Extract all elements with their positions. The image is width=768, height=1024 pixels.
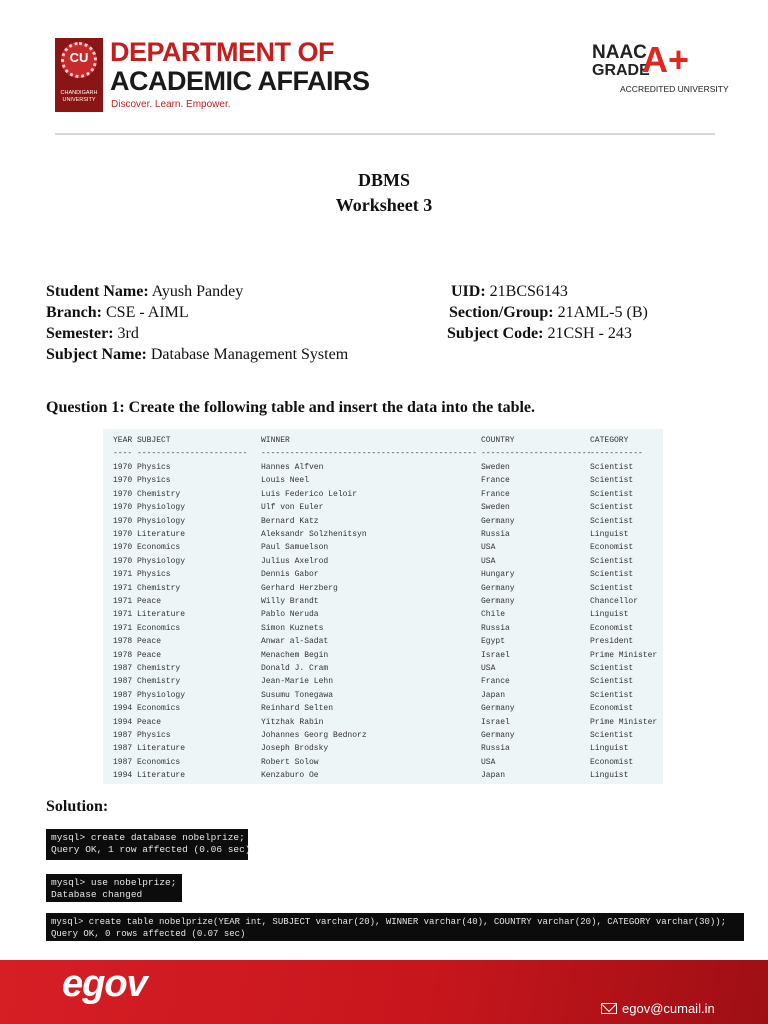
category-cell: Economist	[590, 623, 634, 633]
country-cell: Sweden	[481, 463, 510, 472]
table-row	[103, 610, 663, 623]
column-header-country: COUNTRY	[481, 436, 515, 445]
terminal-line: Query OK, 1 row affected (0.06 sec)	[51, 844, 251, 855]
winner-cell: Dennis Gabor	[261, 570, 319, 580]
branch-row	[46, 303, 189, 323]
table-row	[103, 637, 663, 650]
winner-cell: Louis Neel	[261, 476, 310, 486]
country-cell: France	[481, 476, 510, 486]
separator-cell: ---- -----------------------	[113, 449, 248, 458]
winner-cell: Paul Samuelson	[261, 543, 329, 553]
category-cell: Scientist	[590, 570, 634, 580]
winner-cell: Simon Kuznets	[261, 623, 324, 633]
worksheet-title: Worksheet 3	[335, 195, 433, 215]
table-row	[103, 691, 663, 704]
country-cell: Russia	[481, 744, 510, 754]
winner-cell: Hannes Alfven	[261, 463, 324, 472]
student-name-row	[46, 282, 243, 302]
nobel-data-table	[103, 429, 663, 784]
semester-label: Semester:	[46, 325, 114, 342]
year-subject-cell: 1978 Peace	[113, 650, 162, 660]
department-title-line1: DEPARTMENT OF	[110, 37, 334, 67]
country-cell: Hungary	[481, 570, 515, 580]
column-header-category: CATEGORY	[590, 436, 629, 445]
table-row	[103, 557, 663, 570]
table-row	[103, 463, 663, 476]
year-subject-cell: 1971 Literature	[113, 610, 186, 620]
table-header-row	[103, 436, 663, 449]
table-row	[103, 530, 663, 543]
winner-cell: Ulf von Euler	[261, 503, 324, 513]
category-cell: Scientist	[590, 664, 634, 673]
student-name-value: Ayush Pandey	[151, 283, 244, 300]
category-cell: Scientist	[590, 556, 634, 566]
year-subject-cell: 1970 Physiology	[113, 516, 186, 526]
category-cell: Scientist	[590, 516, 634, 526]
year-subject-cell: 1970 Literature	[113, 530, 186, 539]
table-row	[103, 704, 663, 717]
winner-cell: Susumu Tonegawa	[261, 690, 334, 700]
year-subject-cell: 1987 Chemistry	[113, 677, 181, 687]
grade-value: A+	[642, 39, 690, 80]
category-cell: Prime Minister	[590, 717, 658, 727]
table-row	[103, 490, 663, 503]
winner-cell: Willy Brandt	[261, 597, 319, 606]
winner-cell: Pablo Neruda	[261, 610, 319, 620]
table-separator-row	[103, 449, 663, 462]
table-row	[103, 624, 663, 637]
category-cell: Economist	[590, 543, 634, 553]
category-cell: Scientist	[590, 677, 634, 687]
year-subject-cell: 1970 Chemistry	[113, 489, 181, 499]
category-cell: Scientist	[590, 731, 634, 740]
winner-cell: Joseph Brodsky	[261, 744, 329, 754]
naac-label: NAAC	[592, 42, 647, 63]
year-subject-cell: 1987 Chemistry	[113, 664, 181, 673]
terminal-line: mysql> create table nobelprize(YEAR int, SUBJECT varchar(20), WINNER varchar(40), COUNTRY varchar(20), CATEGORY varchar(30));	[51, 917, 727, 927]
branch-label: Branch:	[46, 304, 102, 321]
page-header	[0, 0, 768, 140]
subject-code-label: Subject Code:	[447, 325, 544, 342]
country-cell: Japan	[481, 771, 506, 781]
year-subject-cell: 1971 Peace	[113, 597, 162, 606]
winner-cell: Reinhard Selten	[261, 704, 334, 714]
table-row	[103, 503, 663, 516]
uid-label: UID:	[451, 283, 486, 300]
accredited-label: ACCREDITED UNIVERSITY	[620, 84, 729, 94]
year-subject-cell: 1994 Economics	[113, 704, 181, 714]
year-subject-cell: 1987 Physiology	[113, 690, 186, 700]
country-cell: USA	[481, 556, 496, 566]
winner-cell: Yitzhak Rabin	[261, 717, 324, 727]
table-row	[103, 584, 663, 597]
category-cell: Linguist	[590, 610, 629, 620]
winner-cell: Bernard Katz	[261, 516, 319, 526]
country-cell: France	[481, 677, 510, 687]
year-subject-cell: 1970 Physics	[113, 476, 171, 486]
category-cell: Scientist	[590, 476, 634, 486]
year-subject-cell: 1987 Economics	[113, 757, 181, 767]
category-cell: Linguist	[590, 771, 629, 781]
terminal-line: Database changed	[51, 889, 143, 900]
logo-subtext: CHANDIGARH UNIVERSITY	[60, 90, 98, 103]
category-cell: Prime Minister	[590, 650, 658, 660]
mail-icon	[601, 1003, 617, 1014]
country-cell: France	[481, 489, 510, 499]
country-cell: Russia	[481, 623, 510, 633]
year-subject-cell: 1970 Physiology	[113, 556, 186, 566]
separator-cell: -----------------------	[481, 449, 592, 458]
winner-cell: Menachem Begin	[261, 650, 329, 660]
subject-name-row	[46, 345, 348, 365]
category-cell: Linguist	[590, 530, 629, 539]
country-cell: USA	[481, 757, 496, 767]
country-cell: Germany	[481, 731, 515, 740]
table-row	[103, 718, 663, 731]
separator-cell: ---------------------------------------------	[261, 449, 478, 458]
category-cell: Scientist	[590, 503, 634, 513]
column-header-year-subject: YEAR SUBJECT	[113, 436, 171, 445]
table-row	[103, 651, 663, 664]
table-row	[103, 476, 663, 489]
country-cell: Egypt	[481, 637, 506, 647]
category-cell: Chancellor	[590, 597, 639, 606]
year-subject-cell: 1971 Chemistry	[113, 583, 181, 593]
section-label: Section/Group:	[449, 304, 554, 321]
terminal-line: mysql> create database nobelprize;	[51, 832, 245, 843]
country-cell: Israel	[481, 650, 510, 660]
table-row	[103, 570, 663, 583]
uid-row	[451, 282, 568, 302]
table-row	[103, 664, 663, 677]
branch-value: CSE - AIML	[106, 304, 189, 321]
column-header-winner: WINNER	[261, 436, 290, 445]
winner-cell: Luis Federico Leloir	[261, 489, 358, 499]
year-subject-cell: 1994 Literature	[113, 771, 186, 781]
semester-row	[46, 324, 139, 344]
winner-cell: Donald J. Cram	[261, 664, 329, 673]
category-cell: Scientist	[590, 463, 634, 472]
subject-name-label: Subject Name:	[46, 346, 147, 363]
department-title-line2: ACADEMIC AFFAIRS	[110, 66, 370, 96]
table-row	[103, 771, 663, 784]
course-title: DBMS	[357, 170, 410, 190]
country-cell: USA	[481, 664, 496, 673]
country-cell: Japan	[481, 690, 506, 700]
country-cell: Germany	[481, 597, 515, 606]
year-subject-cell: 1971 Economics	[113, 623, 181, 633]
winner-cell: Kenzaburo Oe	[261, 771, 319, 781]
year-subject-cell: 1978 Peace	[113, 637, 162, 647]
logo-text: CU	[69, 50, 89, 65]
subject-code-row	[447, 324, 632, 344]
country-cell: Germany	[481, 583, 515, 593]
year-subject-cell: 1970 Physiology	[113, 503, 186, 513]
country-cell: Germany	[481, 516, 515, 526]
category-cell: Scientist	[590, 583, 634, 593]
separator-cell: -----------	[590, 449, 643, 458]
country-cell: Russia	[481, 530, 510, 539]
winner-cell: Johannes Georg Bednorz	[261, 731, 367, 740]
question-text: Question 1: Create the following table and insert the data into the table.	[46, 399, 536, 416]
footer-email: egov@cumail.in	[622, 1001, 715, 1016]
uid-value: 21BCS6143	[489, 283, 568, 300]
winner-cell: Julius Axelrod	[261, 556, 329, 566]
year-subject-cell: 1970 Physics	[113, 463, 171, 472]
winner-cell: Anwar al-Sadat	[261, 637, 329, 647]
section-row	[449, 303, 648, 323]
table-row	[103, 517, 663, 530]
table-row	[103, 677, 663, 690]
year-subject-cell: 1971 Physics	[113, 570, 171, 580]
category-cell: Economist	[590, 757, 634, 767]
year-subject-cell: 1970 Economics	[113, 543, 181, 553]
winner-cell: Robert Solow	[261, 757, 319, 767]
semester-value: 3rd	[117, 325, 139, 342]
category-cell: Scientist	[590, 489, 634, 499]
country-cell: Chile	[481, 610, 506, 620]
table-row	[103, 744, 663, 757]
terminal-line: Query OK, 0 rows affected (0.07 sec)	[51, 929, 246, 939]
header-divider	[55, 133, 715, 135]
terminal-create-database	[46, 829, 251, 860]
terminal-use-database	[46, 874, 182, 902]
country-cell: Israel	[481, 717, 510, 727]
year-subject-cell: 1994 Peace	[113, 717, 162, 727]
section-value: 21AML-5 (B)	[557, 304, 648, 321]
table-row	[103, 597, 663, 610]
grade-label: GRADE	[592, 62, 650, 79]
winner-cell: Jean-Marie Lehn	[261, 677, 334, 687]
country-cell: Sweden	[481, 503, 510, 513]
subject-name-value: Database Management System	[150, 346, 349, 363]
tagline: Discover. Learn. Empower.	[111, 99, 231, 110]
year-subject-cell: 1987 Literature	[113, 744, 186, 754]
category-cell: Linguist	[590, 744, 629, 754]
category-cell: Scientist	[590, 690, 634, 700]
country-cell: USA	[481, 543, 496, 553]
student-name-label: Student Name:	[46, 283, 149, 300]
winner-cell: Aleksandr Solzhenitsyn	[261, 530, 367, 539]
table-row	[103, 731, 663, 744]
table-row	[103, 758, 663, 771]
winner-cell: Gerhard Herzberg	[261, 583, 338, 593]
category-cell: President	[590, 637, 634, 647]
terminal-line: mysql> use nobelprize;	[51, 877, 177, 888]
table-row	[103, 543, 663, 556]
terminal-create-table	[46, 913, 744, 941]
country-cell: Germany	[481, 704, 515, 714]
solution-label: Solution:	[46, 798, 109, 815]
subject-code-value: 21CSH - 243	[547, 325, 632, 342]
university-logo	[55, 38, 103, 112]
egov-logo: egov	[62, 963, 147, 1005]
year-subject-cell: 1987 Physics	[113, 731, 171, 740]
category-cell: Economist	[590, 704, 634, 714]
